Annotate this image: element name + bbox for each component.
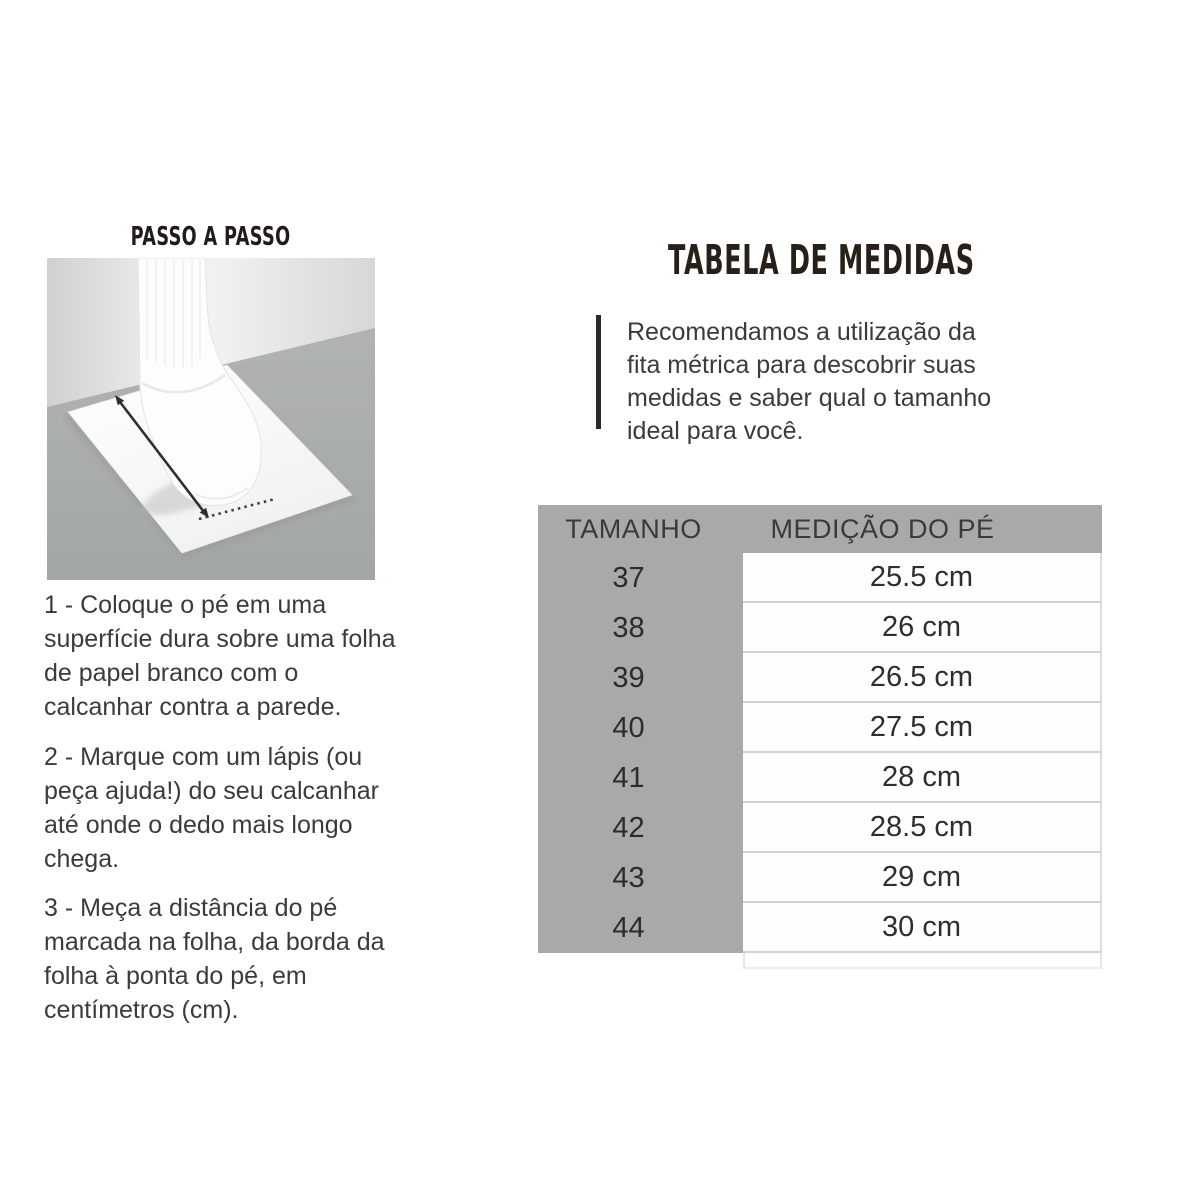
step-1 [44, 588, 484, 724]
step-line: superfície dura sobre uma folha [44, 625, 396, 653]
measure-cell: 27.5 cm [743, 703, 1102, 753]
size-cell: 38 [538, 603, 743, 653]
steps-heading [47, 222, 375, 252]
steps-heading-text: PASSO A PASSO [131, 222, 291, 252]
note-line: fita métrica para descobrir suas [627, 351, 976, 379]
table-overflow-cell [743, 953, 1102, 969]
note-line: medidas e saber qual o tamanho [627, 384, 992, 412]
size-chart-heading-text: TABELA DE MEDIDAS [667, 236, 975, 284]
table-row [538, 603, 1102, 653]
table-row [538, 903, 1102, 953]
step-line: folha à ponta do pé, em [44, 962, 307, 990]
column-header-tamanho: TAMANHO [565, 513, 702, 544]
measure-cell: 26 cm [743, 603, 1102, 653]
table-row [538, 703, 1102, 753]
size-cell: 37 [538, 553, 743, 603]
step-3 [44, 891, 484, 1027]
measure-cell: 28 cm [743, 753, 1102, 803]
table-row [538, 853, 1102, 903]
note-line: Recomendamos a utilização da [627, 318, 976, 346]
measure-cell: 28.5 cm [743, 803, 1102, 853]
step-2 [44, 740, 484, 876]
step-line: 1 - Coloque o pé em uma [44, 591, 327, 619]
size-cell: 43 [538, 853, 743, 903]
measuring-note [627, 316, 1067, 448]
column-header-medicao-do-pe: MEDIÇÃO DO PÉ [770, 513, 995, 544]
step-line: peça ajuda!) do seu calcanhar [44, 777, 379, 805]
size-chart-heading [538, 236, 1104, 284]
note-accent-bar [596, 315, 601, 429]
measure-cell: 29 cm [743, 853, 1102, 903]
step-line: 3 - Meça a distância do pé [44, 894, 338, 922]
table-overflow-spacer [538, 953, 743, 969]
size-cell: 39 [538, 653, 743, 703]
note-line: ideal para você. [627, 417, 804, 445]
step-line: marcada na folha, da borda da [44, 928, 385, 956]
foot-measurement-illustration [47, 258, 375, 580]
step-line: chega. [44, 845, 120, 873]
table-row [538, 803, 1102, 853]
foot-measurement-photo [47, 258, 375, 580]
measure-cell: 30 cm [743, 903, 1102, 953]
size-table-header [538, 505, 1102, 553]
step-line: até onde o dedo mais longo [44, 811, 353, 839]
size-table [538, 505, 1102, 969]
step-line: calcanhar contra a parede. [44, 693, 342, 721]
table-row [538, 753, 1102, 803]
measure-cell: 25.5 cm [743, 553, 1102, 603]
table-row [538, 653, 1102, 703]
table-row [538, 553, 1102, 603]
step-line: de papel branco com o [44, 659, 299, 687]
size-cell: 44 [538, 903, 743, 953]
step-line: centímetros (cm). [44, 996, 239, 1024]
size-cell: 41 [538, 753, 743, 803]
measure-cell: 26.5 cm [743, 653, 1102, 703]
step-line: 2 - Marque com um lápis (ou [44, 743, 363, 771]
size-cell: 40 [538, 703, 743, 753]
size-cell: 42 [538, 803, 743, 853]
table-overflow-row [538, 953, 1102, 969]
